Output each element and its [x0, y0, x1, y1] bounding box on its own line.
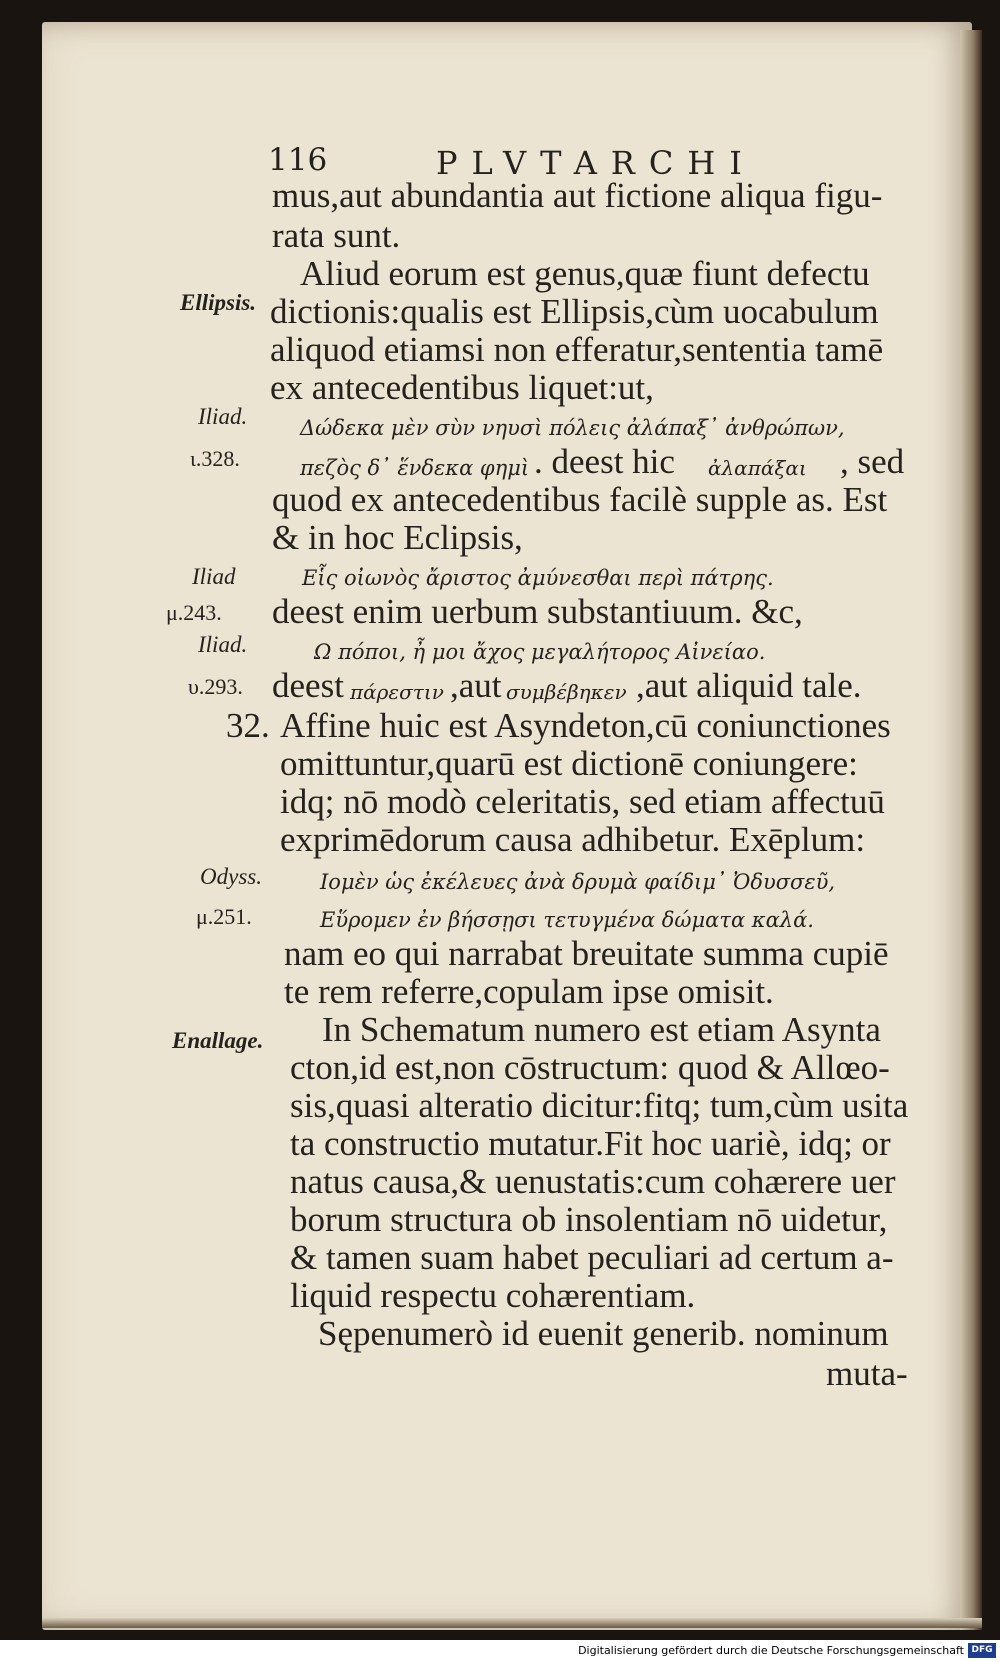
body-line: nam eo qui narrabat breuitate summa cupiē	[284, 934, 889, 973]
margin-ref-line: μ.251.	[196, 904, 252, 929]
body-line: mus,aut abundantia aut fictione aliqua figu-	[272, 176, 883, 215]
body-line: quod ex antecedentibus facilè supple as. Est	[272, 480, 888, 519]
body-text: , sed	[840, 442, 905, 481]
greek-quotation: Δώδεκα μὲν σὺν νηυσὶ πόλεις ἀλάπαξ᾽ ἀνθρώπων,	[300, 416, 845, 440]
folio-number: 116	[268, 142, 328, 178]
inline-greek: πάρεστιν	[350, 680, 444, 704]
body-text: ,aut aliquid tale.	[636, 666, 862, 705]
body-line: omittuntur,quarū est dictionē coniungere:	[280, 744, 858, 783]
body-line: sis,quasi alteratio dicitur:fitq; tum,cùm usita	[290, 1086, 909, 1125]
inline-greek: συμβέβηκεν	[506, 680, 627, 704]
margin-ref-book: Odyss.	[200, 864, 262, 889]
body-line: Affine huic est Asyndeton,cū coniunctiones	[280, 706, 891, 745]
greek-quotation: Ω πόποι, ἦ μοι ἄχος μεγαλήτορος Αἰνείαο.	[314, 640, 766, 664]
section-number: 32.	[226, 706, 270, 745]
body-line: aliquod etiamsi non efferatur,sententia tamē	[270, 330, 884, 369]
page-edge-right	[960, 30, 982, 1630]
greek-quotation: Ιομὲν ὡς ἐκέλευες ἀνὰ δρυμὰ φαίδιμ᾽ Ὀδυσσεῦ,	[320, 870, 836, 894]
margin-ref-book: Iliad.	[198, 404, 248, 429]
body-line: deest enim uerbum substantiuum. &c,	[272, 592, 803, 631]
body-line: natus causa,& uenustatis:cum cohærere uer	[290, 1162, 896, 1201]
body-line: Aliud eorum est genus,quæ fiunt defectu	[300, 254, 870, 293]
body-line: borum structura ob insolentiam nō uidetur,	[290, 1200, 888, 1239]
greek-quotation: πεζὸς δ᾽ ἕνδεκα φημὶ	[300, 456, 530, 480]
page-edge-bottom	[42, 1618, 982, 1628]
greek-quotation: Εἷς οἰωνὸς ἄριστος ἀμύνεσθαι περὶ πάτρης.	[302, 566, 774, 590]
body-line: In Schematum numero est etiam Asynta	[322, 1010, 881, 1049]
margin-ref-line: ι.328.	[190, 446, 240, 471]
inline-greek: ἀλαπάξαι	[708, 456, 807, 480]
margin-ref-book: Iliad.	[198, 632, 248, 657]
body-line: Sępenumerò id euenit generib. nominum	[318, 1314, 889, 1353]
body-line: ta constructio mutatur.Fit hoc uariè, idq; or	[290, 1124, 891, 1163]
body-text: deest	[272, 666, 344, 705]
margin-note-ellipsis: Ellipsis.	[180, 290, 257, 315]
margin-ref-line: υ.293.	[188, 674, 243, 699]
body-line: ex antecedentibus liquet:ut,	[270, 368, 654, 407]
body-line: idq; nō modò celeritatis, sed etiam affectuū	[280, 782, 885, 821]
dfg-logo: DFG	[968, 1643, 996, 1658]
margin-note-enallage: Enallage.	[172, 1028, 264, 1053]
catchword: muta-	[826, 1354, 908, 1393]
footer-credit: Digitalisierung gefördert durch die Deutsche Forschungsgemeinschaft	[578, 1644, 964, 1657]
body-text: ,aut	[450, 666, 502, 705]
body-line: rata sunt.	[272, 216, 401, 255]
body-line: & tamen suam habet peculiari ad certum a-	[290, 1238, 894, 1277]
running-title: PLVTARCHI	[436, 144, 756, 182]
body-line: & in hoc Eclipsis,	[272, 518, 523, 557]
body-text: . deest hic	[534, 442, 675, 481]
body-line: cton,id est,non cōstructum: quod & Allœo-	[290, 1048, 890, 1087]
body-line: liquid respectu cohærentiam.	[290, 1276, 696, 1315]
margin-ref-line: μ.243.	[166, 600, 222, 625]
digitization-footer	[0, 1640, 1000, 1662]
margin-ref-book: Iliad	[192, 564, 236, 589]
body-line: te rem referre,copulam ipse omisit.	[284, 972, 774, 1011]
body-line: exprimēdorum causa adhibetur. Exēplum:	[280, 820, 866, 859]
greek-quotation: Εὕρομεν ἐν βήσσῃσι τετυγμένα δώματα καλά.	[320, 908, 814, 932]
body-line: dictionis:qualis est Ellipsis,cùm uocabulum	[270, 292, 879, 331]
